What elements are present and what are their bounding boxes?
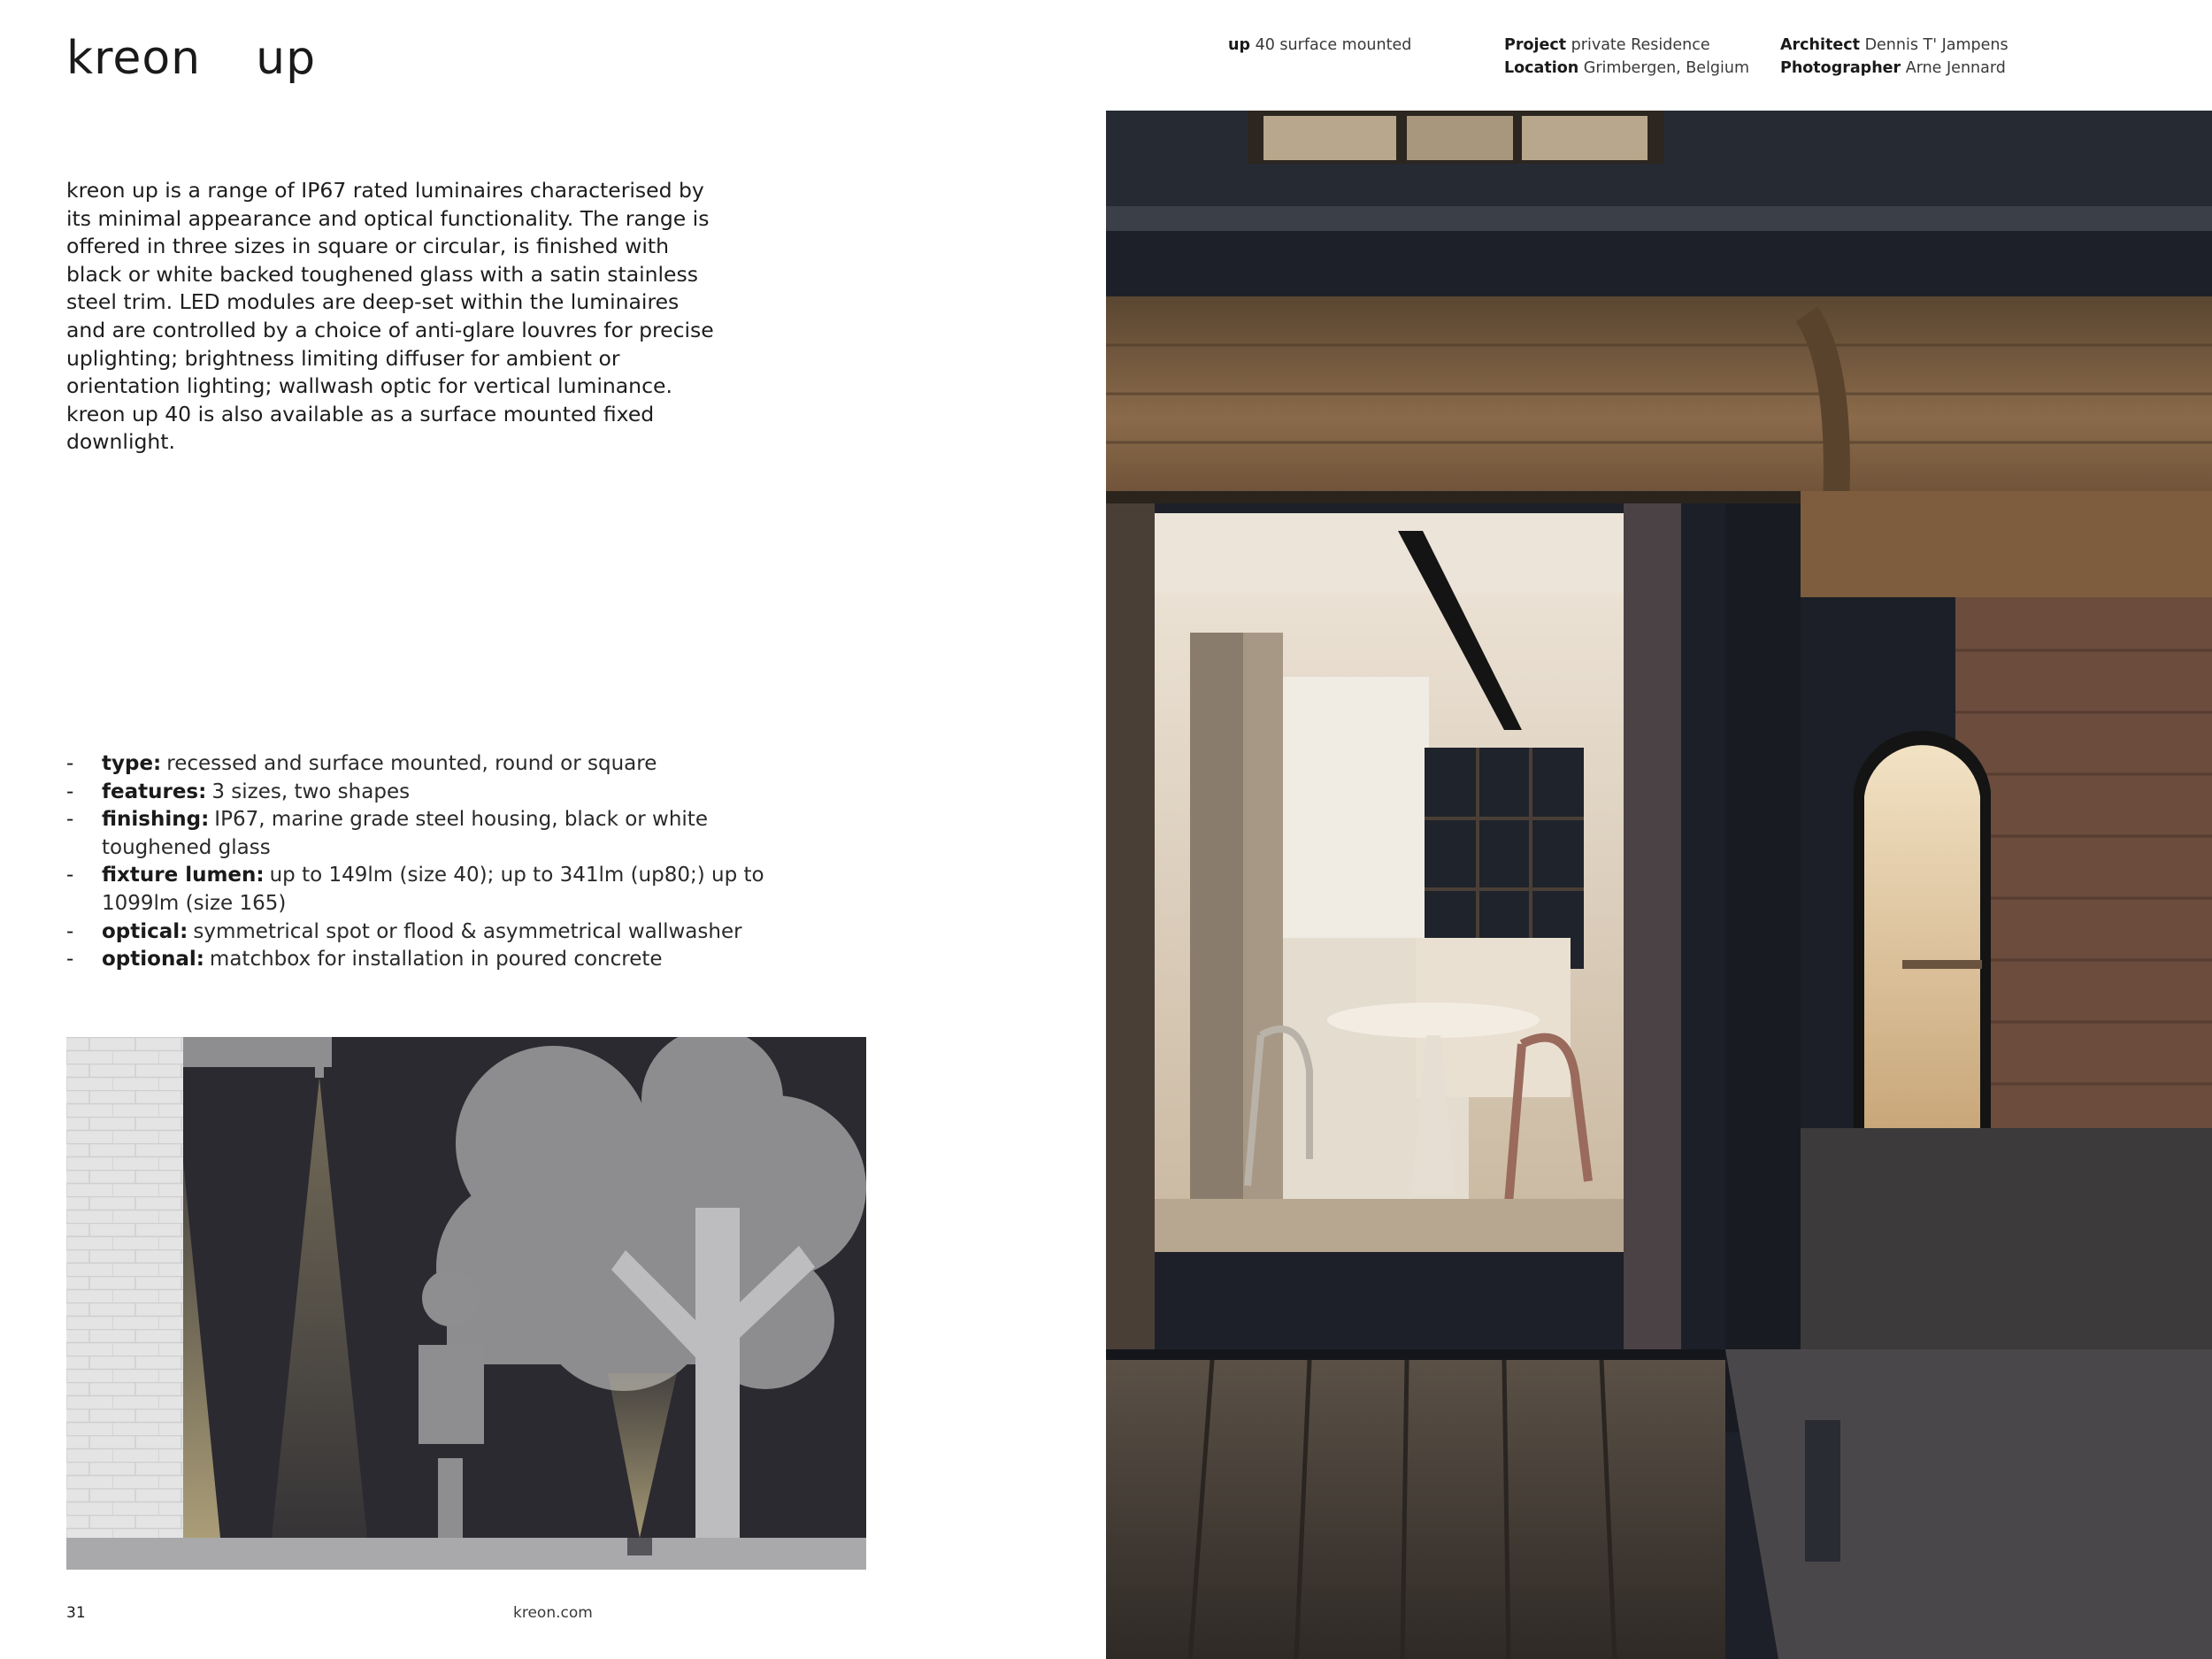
architect-line	[1780, 34, 2008, 57]
spec-key: optical:	[102, 919, 188, 943]
brand-logo	[66, 32, 316, 85]
wooden-ceiling	[1106, 296, 2212, 500]
porch-ceiling	[1801, 491, 2212, 597]
location-value: Grimbergen, Belgium	[1583, 59, 1750, 77]
photographer-label: Photographer	[1780, 59, 1901, 77]
dining-table	[1327, 1002, 1540, 1038]
spec-key: type:	[102, 752, 162, 775]
spec-value: IP67, marine grade steel housing, black or white toughened glass	[102, 808, 708, 859]
caption-product: up	[1228, 36, 1250, 54]
interior-window	[1425, 748, 1584, 969]
caption-variant: 40 surface mounted	[1255, 36, 1412, 54]
application-diagram	[66, 1037, 866, 1570]
spec-key: finishing:	[102, 808, 210, 832]
spec-item-fixture-lumen	[66, 862, 792, 918]
project-label: Project	[1504, 36, 1567, 54]
inground-uplight-fixture	[627, 1538, 652, 1555]
photo-caption	[1228, 34, 1411, 57]
gutter	[1106, 206, 2212, 231]
ceiling-overhang	[183, 1037, 332, 1067]
spec-item-optical	[66, 918, 792, 947]
spec-value: recessed and surface mounted, round or square	[166, 752, 657, 775]
spec-list	[66, 750, 792, 974]
spec-item-optional	[66, 946, 792, 974]
timber-post	[1725, 503, 1801, 1432]
spec-value: symmetrical spot or flood & asymmetrical wallwasher	[193, 919, 742, 943]
spec-value: up to 149lm (size 40); up to 341lm (up80;) up to 1099lm (size 165)	[102, 864, 764, 915]
photographer-line	[1780, 57, 2008, 80]
spec-item-finishing	[66, 806, 792, 862]
architect-value: Dennis T' Jampens	[1864, 36, 2008, 54]
brick-wall	[66, 1037, 183, 1538]
product-name: up	[256, 32, 317, 85]
photographer-value: Arne Jennard	[1905, 59, 2006, 77]
project-value: private Residence	[1571, 36, 1710, 54]
spec-value: 3 sizes, two shapes	[211, 780, 411, 803]
spec-key: optional:	[102, 948, 204, 972]
website-footer: kreon.com	[513, 1604, 593, 1622]
location-line	[1504, 57, 1749, 80]
project-line	[1504, 34, 1749, 57]
brand-name: kreon	[66, 32, 202, 85]
surface-downlight-fixture	[315, 1067, 324, 1078]
intro-paragraph: kreon up is a range of IP67 rated luminaires characterised by its minimal appearance and optical functionality. The range is offered in three sizes in square or circular, is finished with black or white backed toughened glass with a satin stainless steel trim. LED modules are deep-set within the luminaires and are controlled by a choice of anti-glare louvres for precise uplighting; brightness limiting diffuser for ambient or orientation lighting; wallwash optic for vertical luminance. kreon up 40 is also available as a surface mounted fixed downlight.	[66, 178, 714, 455]
spec-value: matchbox for installation in poured concrete	[209, 948, 663, 972]
spec-key: features:	[102, 780, 207, 803]
project-info	[1504, 34, 1749, 80]
curtain-left	[1106, 503, 1155, 1353]
spec-item-features	[66, 779, 792, 807]
credits-info	[1780, 34, 2008, 80]
spec-key: fixture lumen:	[102, 864, 265, 887]
architect-label: Architect	[1780, 36, 1860, 54]
spec-item-type	[66, 750, 792, 779]
ground-plane	[66, 1538, 866, 1570]
project-photo	[1106, 111, 2212, 1659]
location-label: Location	[1504, 59, 1579, 77]
curtain-right	[1624, 503, 1681, 1353]
page-number: 31	[66, 1604, 86, 1622]
